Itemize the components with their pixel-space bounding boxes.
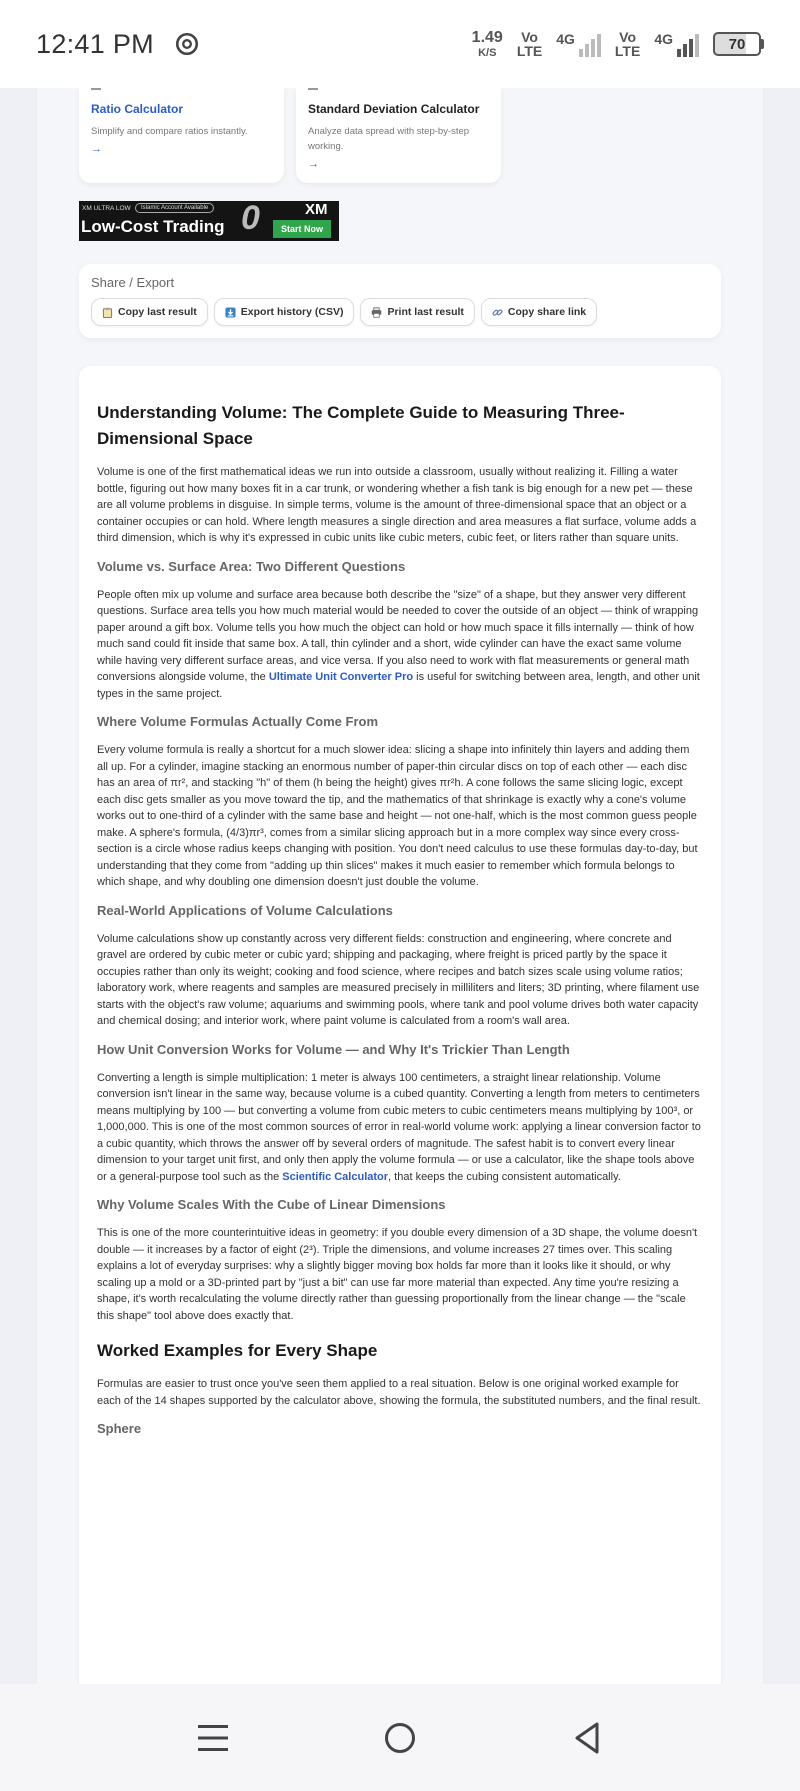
back-icon[interactable]	[567, 1718, 607, 1758]
volte-indicator-2: Vo LTE	[614, 29, 641, 59]
download-icon	[225, 307, 236, 318]
threads-icon	[174, 31, 200, 57]
heading-surface-area: Volume vs. Surface Area: Two Different Questions	[97, 558, 406, 574]
arrow-right-icon[interactable]: →	[91, 143, 102, 155]
paragraph-surface-area: People often mix up volume and surface area because both describe the "size" of a shape, but they answer very different questions. Surface area tells you how much material would be needed to cover the outside of an object — think of wrapping paper around a gift box. Volume tells you how much the object can hold or how much space it fills internally — think of how much sand could fit inside that same box. A tall, thin cylinder and a short, wide cylinder can have the exact same volume while having very different surface areas, and vice versa. If you also need to work with flat measurements or general math conversions alongside volume, the Ultimate Unit Converter Pro is useful for switching between area, length, and other unit types in the same project.	[97, 588, 700, 700]
heading-sphere: Sphere	[97, 1421, 142, 1436]
printer-icon	[371, 307, 382, 318]
ad-banner[interactable]	[79, 201, 339, 241]
related-tools	[79, 88, 501, 183]
paragraph-cube-scaling: This is one of the more counterintuitive ideas in geometry: if you double every dimension of a 3D shape, the volume doesn't double — it increases by a factor of eight (2³). Triple the dimensions, and volume increases 27 times over. This scaling explains a lot of everyday surprises: why a slightly bigger moving box holds far more than it looks like it should, or why scaling up a mold or a 3D-printed part by "just a bit" can use far more material than expected. Any time you're resizing a shape, it's worth recalculating the volume directly rather than guessing proportionally from the linear change — the "scale this shape" tool above does exactly that.	[97, 1227, 698, 1322]
network-speed: 1.49 K/S	[471, 28, 503, 59]
ad-logo: XM	[305, 201, 328, 218]
tool-card-desc: Simplify and compare ratios instantly.	[91, 126, 248, 137]
heading-unit-conversion: How Unit Conversion Works for Volume — and Why It's Trickier Than Length	[97, 1041, 570, 1057]
ad-headline: Low-Cost Trading	[81, 217, 225, 236]
battery-icon: 70	[713, 32, 764, 56]
unit-converter-link[interactable]: Ultimate Unit Converter Pro	[268, 671, 414, 683]
copy-last-result-button[interactable]: Copy last result	[91, 298, 208, 326]
signal-icon-1: 4G	[556, 31, 601, 57]
tool-card-desc: Analyze data spread with step-by-step working.	[308, 126, 470, 152]
ad-tagline: XM ULTRA LOW	[82, 205, 131, 212]
ad-start-button[interactable]: Start Now	[273, 220, 331, 238]
paragraph-formulas: Every volume formula is really a shortcut for a much slower idea: slicing a shape into infinitely thin layers and adding them all up. For a cylinder, imagine stacking an enormous number of paper-thin circular discs on top of each other — each disc has an area of πr², and stacking "h" of them (h being the height) gives πr²h. A cone follows the same slicing logic, except each disc gets smaller as you move toward the tip, and the mathematics of that shrinkage is exactly why a cone's volume works out to one-third of a cylinder with the same base and height — not one-half, which is the most common guess people make. A sphere's formula, (4/3)πr³, comes from a similar slicing approach but in a more complex way since every cross-section is a circle whose radius keeps changing with position. You don't need calculus to use these formulas day-to-day, but understanding that they come from "adding up thin slices" makes it much easier to remember which formula belongs to which shape, and why doubling one dimension doesn't just double the volume.	[97, 744, 698, 888]
volte-indicator-1: Vo LTE	[516, 29, 543, 59]
heading-applications: Real-World Applications of Volume Calculations	[97, 902, 393, 918]
paragraph-intro: Volume is one of the first mathematical ideas we run into outside a classroom, usually without realizing it. Filling a water bottle, figuring out how many boxes fit in a car trunk, or wondering whether a fish tank is big enough for a new pet — these are all volume problems in disguise. In simple terms, volume is the amount of three-dimensional space that an object or a container occupies or can hold. Where length measures a single direction and area measures a flat surface, volume adds a third dimension, which is why it's expressed in cubic units like cubic meters, cubic feet, or liters rather than square units.	[97, 466, 697, 544]
share-title: Share / Export	[91, 275, 175, 290]
export-history-button[interactable]: Export history (CSV)	[214, 298, 355, 326]
paragraph-applications: Volume calculations show up constantly across very different fields: construction and engineering, where concrete and gravel are ordered by cubic meter or cubic yard; shipping and packaging, where freight is priced partly by the space it occupies rather than only its weight; cooking and food science, where recipes and batch sizes scale using volume ratios; laboratory work, where reagents and samples are measured precisely in milliliters and liters; 3D printing, where filament use starts with the object's raw volume; aquariums and swimming pools, where tank and pool volume drives both water capacity and chemical dosing; and interior work, where paint volume is calculated from a room's wall area.	[97, 932, 700, 1027]
link-icon	[492, 307, 503, 318]
ad-zero-graphic: 0	[241, 201, 260, 237]
scientific-calculator-link[interactable]: Scientific Calculator	[282, 1170, 389, 1183]
tool-card-std-dev[interactable]	[296, 88, 501, 183]
heading-worked-examples: Worked Examples for Every Shape	[97, 1341, 378, 1360]
status-time: 12:41 PM	[36, 28, 154, 59]
tool-card-ratio[interactable]	[79, 88, 284, 183]
article-title: Understanding Volume: The Complete Guide to Measuring Three-Dimensional Space	[97, 403, 625, 448]
heading-formulas: Where Volume Formulas Actually Come From	[97, 714, 378, 729]
tool-card-title[interactable]: Ratio Calculator	[91, 102, 184, 116]
print-last-result-button[interactable]: Print last result	[360, 298, 474, 326]
tool-card-title[interactable]: Standard Deviation Calculator	[308, 102, 480, 116]
ad-pill: Islamic Account Available	[135, 203, 214, 213]
signal-icon-2: 4G	[654, 31, 699, 57]
menu-icon[interactable]	[193, 1718, 233, 1758]
paragraph-unit-conversion: Converting a length is simple multiplication: 1 meter is always 100 centimeters, a straight linear relationship. Volume conversion isn't linear in the same way, because volume is a cubed quantity. Converting a length from meters to centimeters means multiplying by 100 — but converting a volume from cubic meters to cubic centimeters means multiplying by 100³, or 1,000,000. This is one of the most common sources of error in real-world volume work: applying a linear conversion factor to a cubic quantity, which throws the answer off by several orders of magnitude. The safest habit is to convert every linear dimension to your target unit first, and only then apply the volume formula — or use a calculator, like the shape tools above or a general-purpose tool such as the Scientific Calculator, that keeps the cubing consistent automatically.	[97, 1071, 701, 1183]
web-page	[37, 88, 763, 1684]
article-content	[79, 366, 721, 1684]
status-bar	[0, 0, 800, 88]
share-export-card	[79, 264, 721, 338]
system-nav-bar	[0, 1684, 800, 1791]
home-icon[interactable]	[380, 1718, 420, 1758]
paragraph-worked-examples: Formulas are easier to trust once you've seen them applied to a real situation. Below is one original worked example for each of the 14 shapes supported by the calculator above, showing the formula, the substituted numbers, and the final result.	[97, 1378, 701, 1407]
copy-share-link-button[interactable]: Copy share link	[481, 298, 597, 326]
clipboard-icon	[102, 307, 113, 318]
heading-cube-scaling: Why Volume Scales With the Cube of Linear Dimensions	[97, 1197, 446, 1212]
arrow-right-icon[interactable]: →	[308, 158, 319, 170]
